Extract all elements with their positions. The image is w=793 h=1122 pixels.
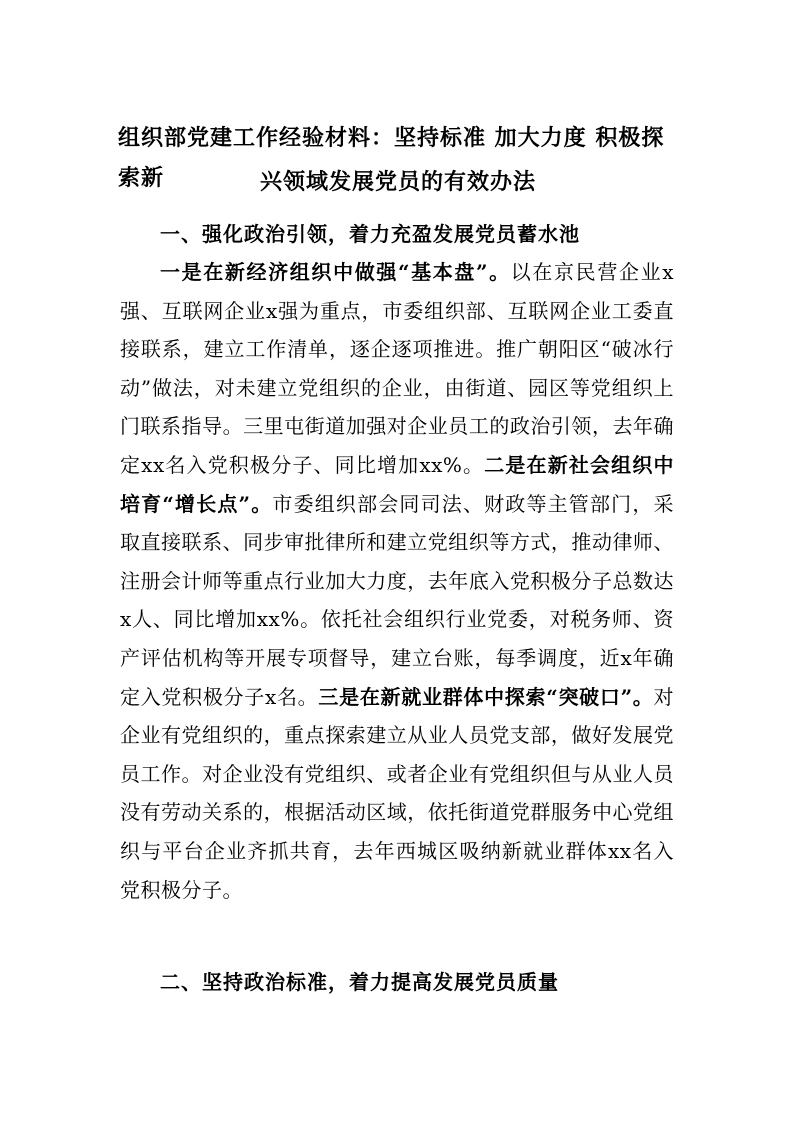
point-1-text: 以在京民营企业x强、互联网企业x强为重点，市委组织部、互联网企业工委直接联系，建立工作清单，逐企逐项推进。推广朝阳区“破冰行动”做法，对未建立党组织的企业，由街道、园区等党组织上门联系指导。三里屯街道加强对企业员工的政治引领，去年确定xx名入党积极分子、同比增加xx%。 — [120, 260, 674, 477]
point-1-lead: 一是在新经济组织中做强“基本盘”。 — [160, 260, 511, 284]
document-title-line-1: 组织部党建工作经验材料：坚持标准 加大力度 积极探索新 — [118, 125, 665, 191]
point-3-lead: 三是在新就业群体中探索“突破口”。 — [318, 684, 654, 709]
document-title-line-2: 兴领域发展党员的有效办法 — [259, 169, 536, 195]
point-2-lead: 二是在新社会组织中培育“增长点”。 — [120, 452, 675, 516]
section-2-heading: 二、坚持政治标准，着力提高发展党员质量 — [160, 970, 559, 994]
point-3-text: 对企业有党组织的，重点探索建立从业人员党支部，做好发展党员工作。对企业没有党组织、或者企业有党组织但与从业人员没有劳动关系的，根据活动区域，依托街道党群服务中心党组织与平台企业齐抓共育，去年西城区吸纳新就业群体xx名入党积极分子。 — [120, 684, 675, 902]
section-1-paragraph — [120, 253, 674, 909]
section-1-heading: 一、强化政治引领，着力充盈发展党员蓄水池 — [160, 222, 580, 246]
point-2-text: 市委组织部会同司法、财政等主管部门，采取直接联系、同步审批律所和建立党组织等方式，推动律师、注册会计师等重点行业加大力度，去年底入党积极分子总数达x人、同比增加xx%。依托社会组织行业党委，对税务师、资产评估机构等开展专项督导，建立台账，每季调度，近x年确定入党积极分子x名。 — [120, 491, 674, 709]
